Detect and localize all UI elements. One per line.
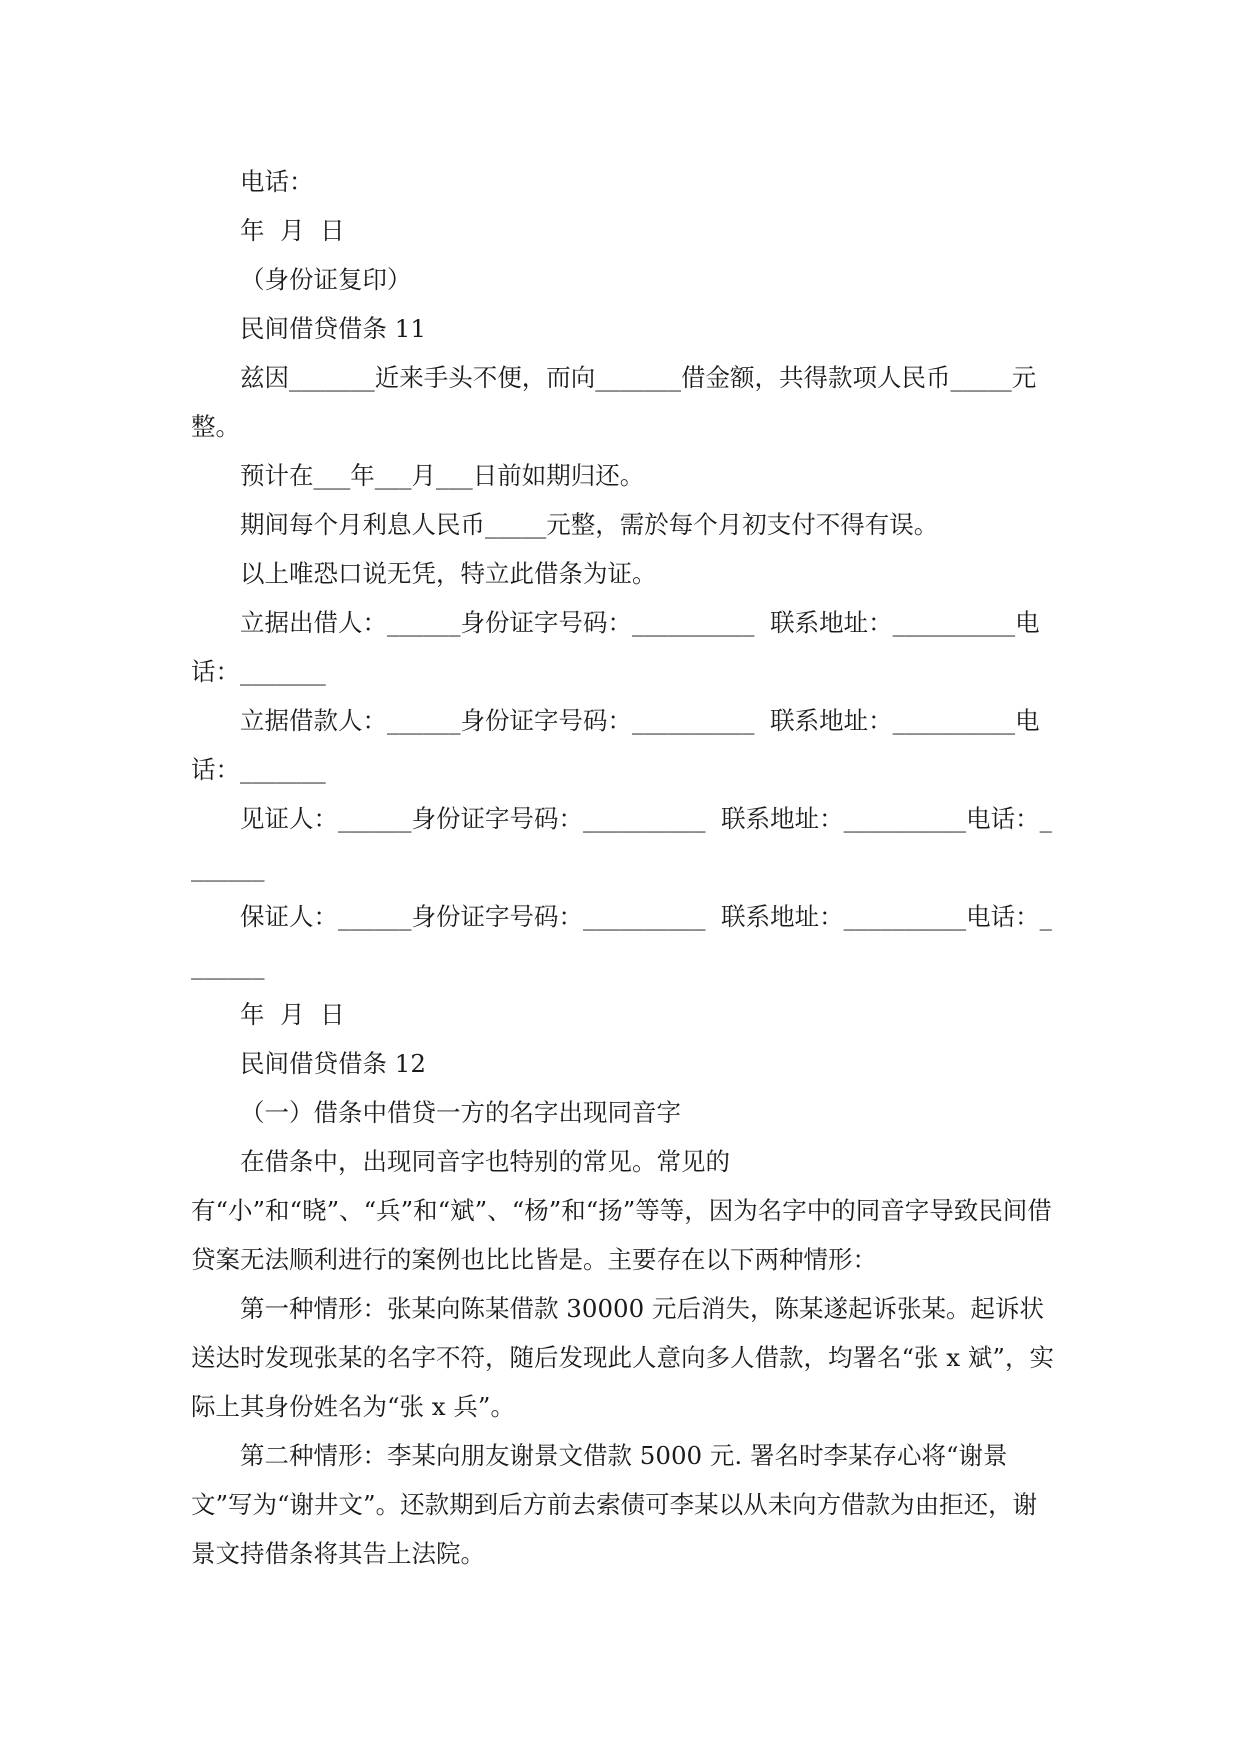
section-title-12: 民间借贷借条 12	[240, 1049, 426, 1078]
document-body	[191, 157, 1061, 1578]
repayment-date-paragraph: 预计在___年___月___日前如期归还。	[240, 461, 645, 490]
date-line: 年 月 日	[240, 216, 345, 245]
case-two-paragraph: 第二种情形：李某向朋友谢景文借款 5000 元. 署名时李某存心将“谢景文”写为“谢井文”。还款期到后方前去索债可李某以从未向方借款为由拒还，谢景文持借条将其告上法院。	[191, 1441, 1038, 1568]
proof-statement: 以上唯恐口说无凭，特立此借条为证。	[240, 559, 657, 588]
section-title-11: 民间借贷借条 11	[240, 314, 426, 343]
witness-signature-line: 见证人：______身份证字号码：__________ 联系地址：__________电话：_______	[191, 804, 1052, 882]
lender-signature-line: 立据出借人：______身份证字号码：__________ 联系地址：__________电话：_______	[191, 608, 1040, 686]
subsection-heading: （一）借条中借贷一方的名字出现同音字	[240, 1098, 681, 1127]
loan-reason-paragraph: 兹因_______近来手头不便，而向_______借金额，共得款项人民币_____元整。	[191, 363, 1037, 441]
id-copy-note: （身份证复印）	[240, 265, 412, 294]
phone-line: 电话：	[240, 167, 314, 196]
homophone-paragraph: 在借条中，出现同音字也特别的常见。常见的有“小”和“晓”、“兵”和“斌”、“杨”和“扬”等等，因为名字中的同音字导致民间借贷案无法顺利进行的案例也比比皆是。主要存在以下两种情形：	[191, 1147, 1052, 1274]
date-line: 年 月 日	[240, 1000, 345, 1029]
borrower-signature-line: 立据借款人：______身份证字号码：__________ 联系地址：__________电话：_______	[191, 706, 1040, 784]
interest-paragraph: 期间每个月利息人民币_____元整，需於每个月初支付不得有误。	[240, 510, 939, 539]
case-one-paragraph: 第一种情形：张某向陈某借款 30000 元后消失，陈某遂起诉张某。起诉状送达时发现张某的名字不符，随后发现此人意向多人借款，均署名“张 x 斌”，实际上其身份姓名为“张 x 兵”。	[191, 1294, 1054, 1421]
guarantor-signature-line: 保证人：______身份证字号码：__________ 联系地址：__________电话：_______	[191, 902, 1052, 980]
